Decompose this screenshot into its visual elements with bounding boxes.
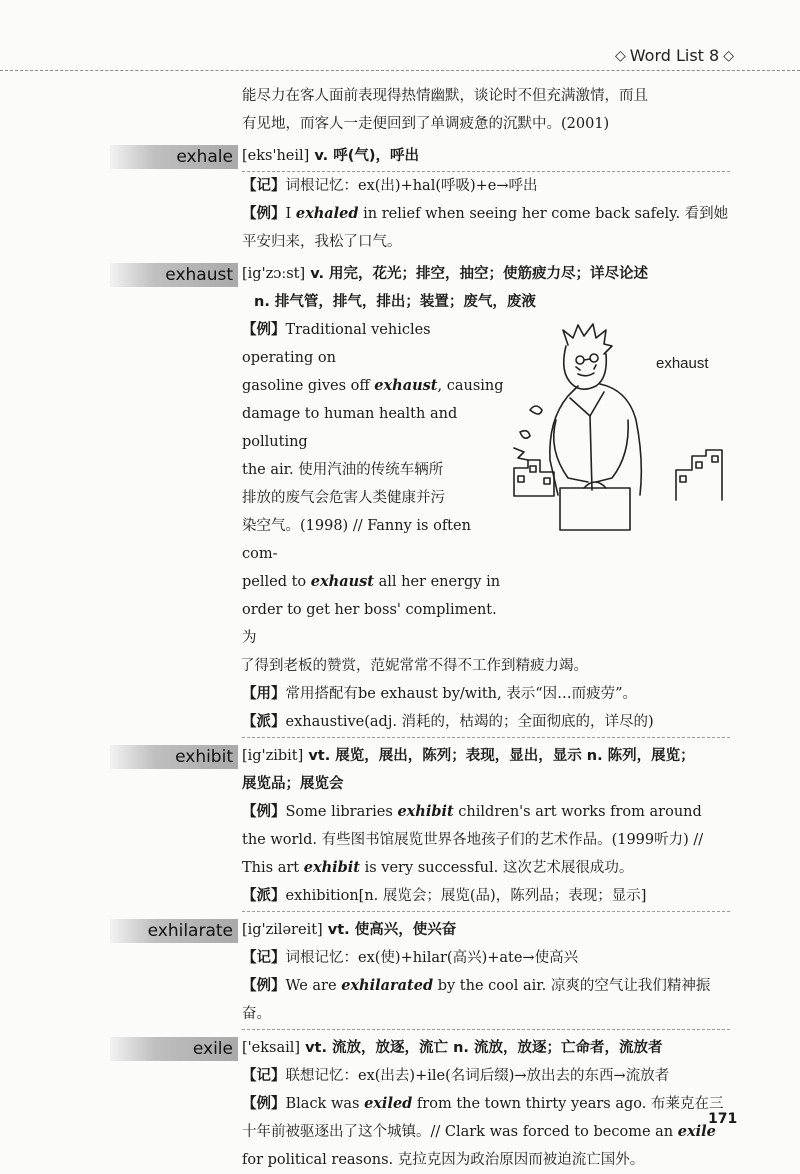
entry-exhale: [176, 142, 730, 256]
header-title-text: Word List 8: [629, 46, 720, 65]
definition: [ig'zibit] vt. 展览，展出，陈列；表现，显出，显示 n. 陈列，展览；: [242, 748, 695, 764]
illustration-label: exhaust: [656, 355, 709, 372]
definition: ['eksail] vt. 流放，放逐，流亡 n. 流放，放逐；亡命者，流放者: [242, 1040, 663, 1056]
headword: exhibit: [110, 745, 238, 769]
exhaust-illustration: [508, 320, 738, 540]
header-title: [611, 46, 738, 65]
diamond-icon: ◇: [614, 48, 626, 64]
derivative: 【派】exhaustive(adj. 消耗的，枯竭的；全面彻底的，详尽的): [242, 708, 730, 738]
diamond-icon: ◇: [723, 48, 734, 64]
headword: exhaust: [110, 263, 238, 287]
example: 【例】We are exhilarated by the cool air. 凉爽的空气让我们精神振奋。: [242, 972, 730, 1030]
entry-exhibit: [175, 742, 730, 912]
definition-noun: 展览品；展览会: [242, 776, 344, 792]
page-content: [147, 82, 730, 1174]
entry-exile: [192, 1034, 730, 1174]
definition-noun: n. 排气管，排气，排出；装置；废气，废液: [254, 294, 536, 310]
headword: exhale: [110, 145, 238, 169]
memory-tip: 【记】词根记忆：ex(使)+hilar(高兴)+ate→使高兴: [242, 950, 579, 966]
example: 【例】Some libraries exhibit children's art works from around the world. 有些图书馆展览世界各地孩子们的艺术作品。(1999听力) // This art exhibit is very successful. 这次艺术展很成功。: [242, 803, 704, 876]
definition: [eks'heil] v. 呼(气)，呼出: [242, 148, 419, 164]
tired-man-drawing: [508, 320, 738, 540]
page-number: 171: [708, 1111, 738, 1127]
memory-tip: 【记】词根记忆：ex(出)+hal(呼吸)+e→呼出: [242, 178, 538, 194]
intro-text: 能尽力在客人面前表现得热情幽默，谈论时不但充满激情，而且 有见地，而客人一走便回到了单调疲惫的沉默中。(2001): [242, 88, 648, 132]
example: 【例】Black was exiled from the town thirty years ago. 布莱克在三十年前被驱逐出了这个城镇。// Clark was forced to become an exile for political reasons. 克拉克因为政治原因而被迫流亡国外。: [242, 1095, 724, 1168]
running-header: [0, 40, 800, 71]
memory-tip: 【记】联想记忆：ex(出去)+ile(名词后缀)→放出去的东西→流放者: [242, 1068, 670, 1084]
usage: 【用】常用搭配有be exhaust by/with, 表示“因…而疲劳”。: [242, 686, 638, 702]
definition: [ig'ziləreit] vt. 使高兴，使兴奋: [242, 922, 457, 938]
definition: [ig'zɔːst] v. 用完，花光；排空，抽空；使筋疲力尽；详尽论述: [242, 266, 649, 282]
example: 【例】Traditional vehicles operating on gasoline gives off exhaust, causing damage to human health and polluting the air. 使用汽油的传统车辆所 排放的废气会危害人类健康并污 染空气。(1998) // Fanny is often com- pelled to exhaust all her energy in order to get her boss' compliment. 为: [242, 322, 504, 646]
entry-exhilarate: [147, 916, 730, 1030]
headword: exile: [110, 1037, 238, 1061]
headword: exhilarate: [110, 919, 238, 943]
example: 【例】I exhaled in relief when seeing her come back safely. 看到她平安归来，我松了口气。: [242, 205, 729, 250]
example-tail: 了得到老板的赞赏，范妮常常不得不工作到精疲力竭。: [240, 658, 588, 674]
derivative: 【派】exhibition[n. 展览会；展览(品)，陈列品；表现；显示]: [242, 882, 730, 912]
